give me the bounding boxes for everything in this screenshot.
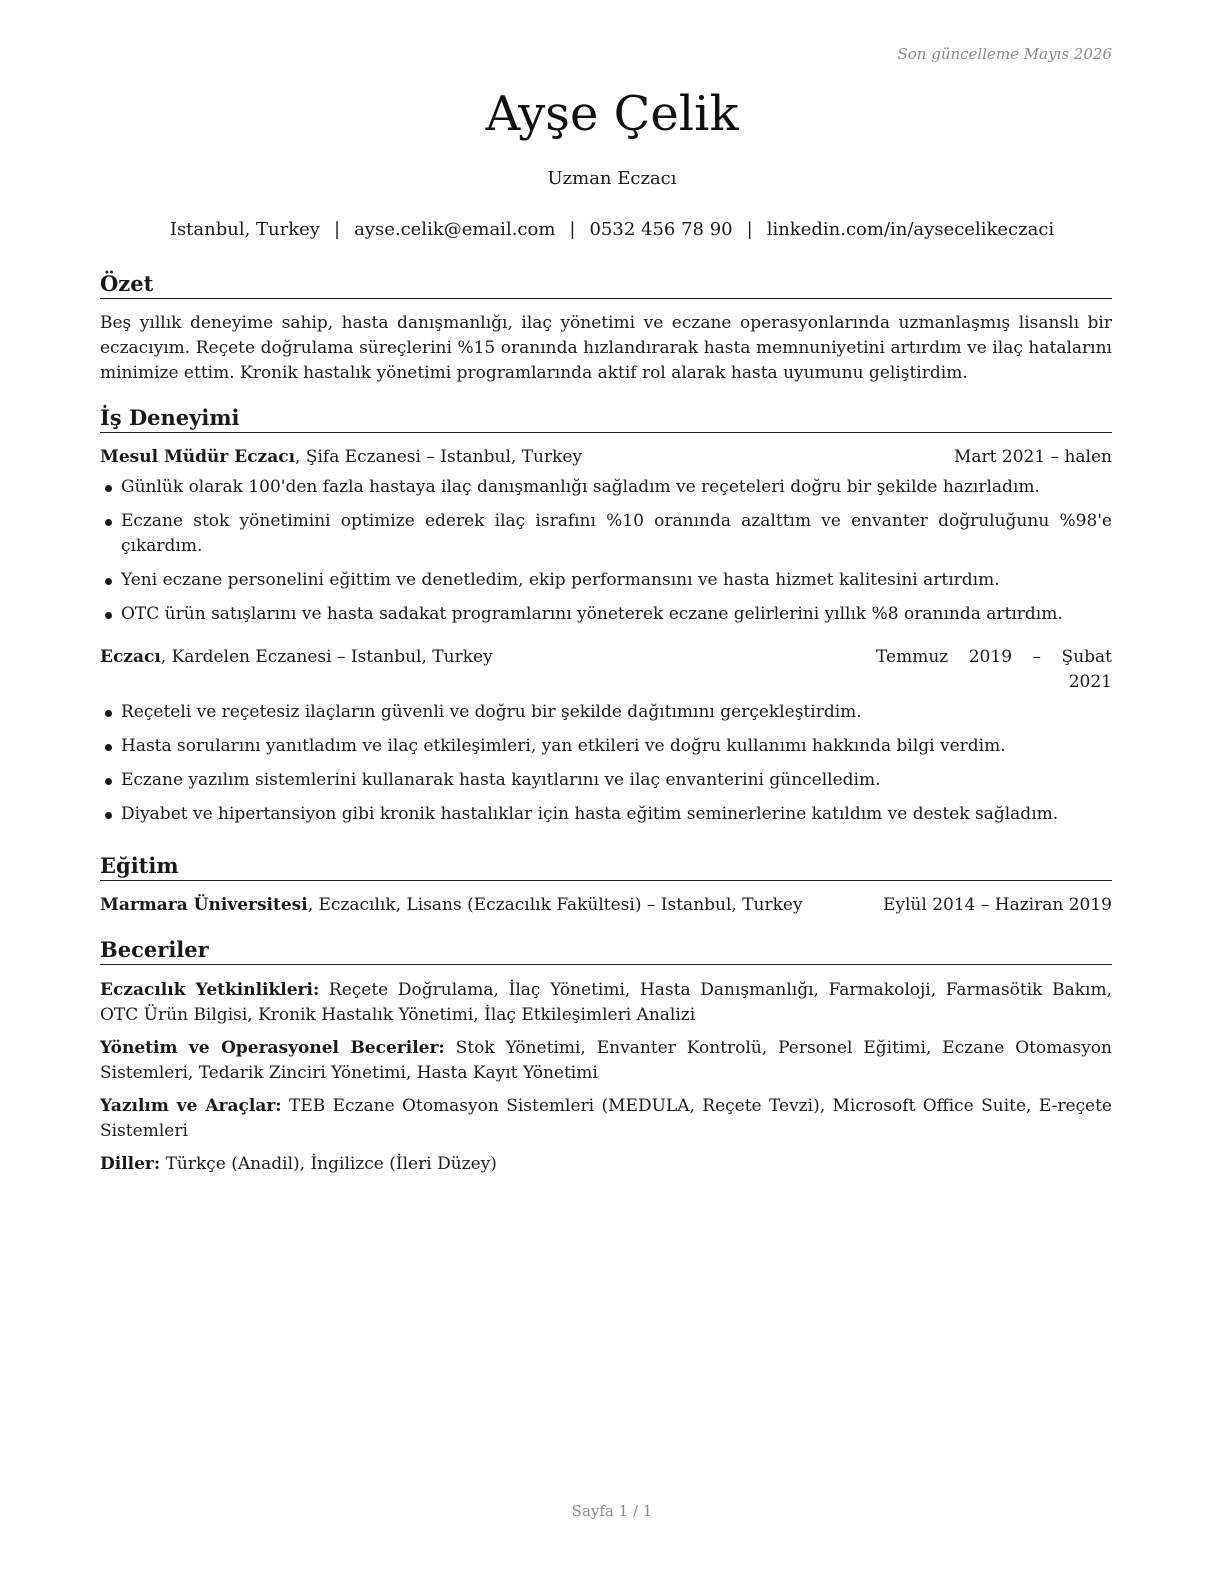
contact-email[interactable]: ayse.celik@email.com (354, 219, 556, 240)
skill-text: Stok Yönetimi, Envanter Kontrolü, Personel Eğitimi, Eczane Otomasyon Sistemleri, Tedarik Zinciri Yönetimi, Hasta Kayıt Yönetimi (100, 1038, 1112, 1083)
job-entry (100, 645, 1112, 827)
skill-text: Türkçe (Anadil), İngilizce (İleri Düzey) (160, 1154, 497, 1174)
education-entry (100, 893, 1112, 918)
list-item: Hasta sorularını yanıtladım ve ilaç etkileşimleri, yan etkileri ve doğru kullanımı hakkında bilgi verdim. (100, 734, 1112, 759)
section-heading-summary: Özet (100, 271, 1112, 299)
list-item: Reçeteli ve reçetesiz ilaçların güvenli ve doğru bir şekilde dağıtımını gerçekleştirdim. (100, 700, 1112, 725)
contact-line (0, 219, 1224, 240)
job-dates: Temmuz 2019 – Şubat 2021 (876, 647, 1112, 692)
skill-label: Diller: (100, 1154, 161, 1174)
education-line (100, 893, 803, 918)
job-role-line (100, 445, 582, 470)
job-bullets (100, 700, 1112, 827)
section-heading-experience: İş Deneyimi (100, 405, 1112, 433)
list-item: Eczane stok yönetimini optimize ederek ilaç israfını %10 oranında azalttım ve envanter doğruluğunu %98'e çıkardım. (100, 509, 1112, 559)
skill-label: Eczacılık Yetkinlikleri: (100, 980, 320, 1000)
candidate-name: Ayşe Çelik (485, 86, 739, 142)
school-name: Marmara Üniversitesi (100, 895, 308, 915)
job-header (100, 645, 1112, 695)
skill-label: Yazılım ve Araçlar: (100, 1096, 282, 1116)
job-header (100, 445, 1112, 470)
education-section (100, 853, 1112, 918)
list-item: OTC ürün satışlarını ve hasta sadakat programlarını yöneterek eczane gelirlerini yıllık %8 oranında artırdım. (100, 602, 1112, 627)
separator: | (333, 219, 341, 240)
section-heading-skills: Beceriler (100, 937, 1112, 965)
job-place: , Şifa Eczanesi – Istanbul, Turkey (295, 447, 583, 467)
job-role: Eczacı (100, 647, 161, 667)
skill-group (100, 978, 1112, 1028)
contact-linkedin[interactable]: linkedin.com/in/aysecelikeczaci (766, 219, 1055, 240)
summary-section (100, 271, 1112, 386)
skill-group (100, 1152, 1112, 1177)
skill-text: Reçete Doğrulama, İlaç Yönetimi, Hasta Danışmanlığı, Farmakoloji, Farmasötik Bakım, OTC Ürün Bilgisi, Kronik Hastalık Yönetimi, İlaç Etkileşimleri Analizi (100, 980, 1113, 1025)
job-role: Mesul Müdür Eczacı (100, 447, 296, 467)
education-dates: Eylül 2014 – Haziran 2019 (882, 895, 1112, 915)
job-dates: Mart 2021 – halen (953, 447, 1112, 467)
section-heading-education: Eğitim (100, 853, 1112, 881)
skill-label: Yönetim ve Operasyonel Beceriler: (100, 1038, 445, 1058)
page-number: Sayfa 1 / 1 (571, 1502, 653, 1520)
separator: | (569, 219, 576, 240)
skill-text: TEB Eczane Otomasyon Sistemleri (MEDULA, Reçete Tevzi), Microsoft Office Suite, E-reçete Sistemleri (100, 1096, 1112, 1141)
list-item: Günlük olarak 100'den fazla hastaya ilaç danışmanlığı sağladım ve reçeteleri doğru bir şekilde hazırladım. (100, 475, 1112, 500)
experience-section (100, 405, 1112, 836)
job-place: , Kardelen Eczanesi – Istanbul, Turkey (160, 647, 493, 667)
job-entry (100, 445, 1112, 627)
job-role-line (100, 645, 493, 695)
skills-list (100, 978, 1112, 1177)
contact-phone[interactable]: 0532 456 78 90 (589, 219, 733, 240)
summary-text: Beş yıllık deneyime sahip, hasta danışmanlığı, ilaç yönetimi ve eczane operasyonlarında uzmanlaşmış lisanslı bir eczacıyım. Reçete doğrulama süreçlerini %15 oranında hızlandırarak hasta memnuniyetini artırdım ve ilaç hatalarını minimize ettim. Kronik hastalık yönetimi programlarında aktif rol alarak hasta uyumunu geliştirdim. (100, 313, 1112, 383)
list-item: Yeni eczane personelini eğittim ve denetledim, ekip performansını ve hasta hizmet kalitesini artırdım. (100, 568, 1112, 593)
skill-group (100, 1036, 1112, 1086)
job-title: Uzman Eczacı (547, 168, 677, 189)
skill-group (100, 1094, 1112, 1144)
last-updated: Son güncelleme Mayıs 2026 (897, 45, 1112, 63)
list-item: Diyabet ve hipertansiyon gibi kronik hastalıklar için hasta eğitim seminerlerine katıldım ve destek sağladım. (100, 802, 1112, 827)
contact-location: Istanbul, Turkey (169, 219, 320, 240)
separator: | (746, 219, 753, 240)
list-item: Eczane yazılım sistemlerini kullanarak hasta kayıtlarını ve ilaç envanterini güncelledim. (100, 768, 1112, 793)
skills-section (100, 937, 1112, 1185)
job-bullets (100, 475, 1112, 627)
degree-detail: , Eczacılık, Lisans (Eczacılık Fakültesi) – Istanbul, Turkey (307, 895, 803, 915)
